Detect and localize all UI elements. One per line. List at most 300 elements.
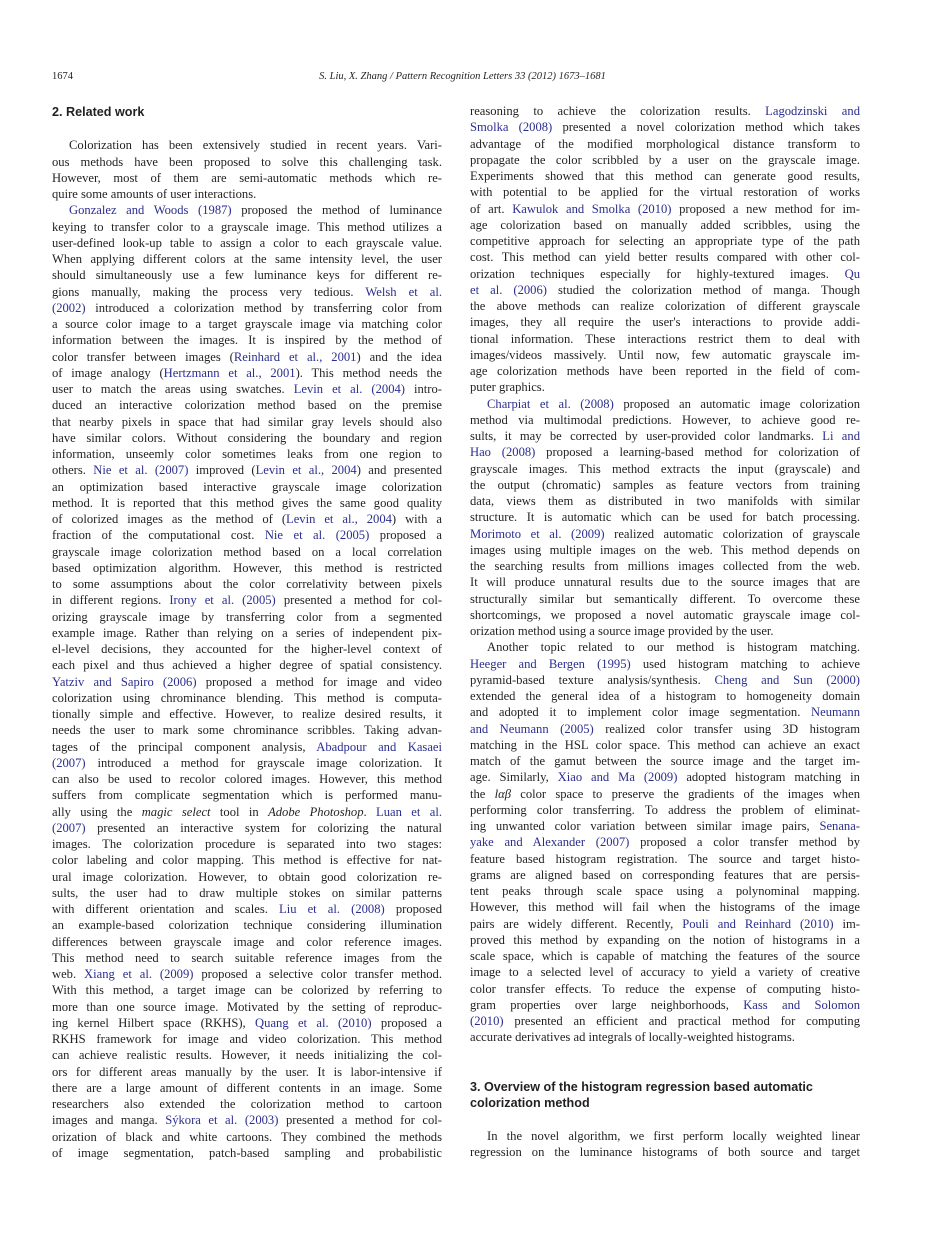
text-run: Another topic related to our method is histogram matching.: [487, 640, 860, 655]
text-run: proposed a selective color transfer method.: [193, 967, 443, 981]
text-run: ural image colorization. However, to obtain good colorization re-: [52, 869, 442, 884]
paragraph: [470, 396, 860, 640]
text-line: [52, 852, 442, 868]
text-run: color transfer between images (: [52, 349, 234, 364]
text-line: [470, 867, 860, 883]
text-run: each pixel and thus achieved a higher degree of spatial consistency.: [52, 658, 442, 673]
text-line: [470, 477, 860, 493]
text-run: proposed a: [371, 1015, 443, 1030]
text-line: [470, 363, 860, 379]
text-run: with different orientation and scales.: [52, 902, 279, 916]
left-column: [52, 104, 442, 1161]
text-run: introduced a method for grayscale image colorization. It: [85, 755, 442, 770]
text-line: [470, 412, 860, 428]
text-line: [52, 430, 442, 446]
text-run: introduced a colorization method by transferring color from: [85, 300, 442, 315]
text-run: proposed a learning-based method for colorization of: [535, 445, 860, 460]
text-run: color transfer effects. To reduce the expense of computing histo-: [470, 981, 860, 996]
text-line: [470, 119, 860, 135]
section-heading-overview: [470, 1079, 860, 1112]
text-run: grams are aligned based on corresponding features that are persis-: [470, 867, 860, 882]
text-line: [470, 428, 860, 444]
text-run: tages of the principal component analysis,: [52, 739, 317, 754]
text-line: [52, 869, 442, 885]
text-run: adopted histogram matching in: [677, 770, 860, 785]
text-run: to some assumptions about the color correlativity between pixels: [52, 577, 442, 591]
text-line: [52, 527, 442, 543]
page-number: 1674: [52, 71, 73, 82]
text-run: presented a method for col-: [275, 593, 443, 608]
text-run: method via multimodal predictions. However, to achieve good re-: [470, 412, 860, 427]
citation-link[interactable]: Charpiat et al. (2008): [487, 396, 614, 411]
citation-link[interactable]: Irony et al. (2005): [169, 593, 276, 608]
text-run: the: [470, 786, 495, 801]
text-line: [470, 656, 860, 672]
text-run: regression on the luminance histograms of both source and target: [470, 1145, 860, 1160]
text-run: In the novel algorithm, we first perform locally weighted linear: [487, 1129, 860, 1143]
text-run: ). This method needs the: [295, 365, 442, 380]
text-run: can also be used to recolor colored images. However, this method: [52, 772, 442, 786]
text-run: and adopted it to implement color image segmentation.: [470, 705, 812, 720]
paragraph: [52, 202, 442, 1161]
citation-link[interactable]: Levin et al., 2004: [286, 512, 392, 526]
text-run: pairs are widely different. Recently,: [470, 916, 683, 931]
text-line: [52, 657, 442, 673]
text-run: of image segmentation, patch-based sampling and probabilistic: [52, 1145, 442, 1160]
text-run: structure. It is automatic which can be used for batch processing.: [470, 510, 860, 525]
text-run: ) and presented: [356, 463, 443, 478]
text-line: [52, 1080, 442, 1096]
text-line: [470, 558, 860, 574]
text-run: proposed a: [369, 528, 442, 543]
text-run: puter graphics.: [470, 380, 545, 395]
left-column-body: [52, 137, 442, 1161]
text-run: Experiments showed that this method can generate good results,: [470, 169, 860, 183]
text-line: [52, 560, 442, 576]
citation-link[interactable]: Cheng and Sun (2000): [714, 672, 860, 687]
text-line: [470, 834, 860, 850]
text-line: [470, 1144, 860, 1160]
text-line: [52, 235, 442, 251]
text-line: [470, 1128, 860, 1144]
text-line: [52, 771, 442, 787]
text-run: data, views them as distributed in two manifolds with similar: [470, 494, 860, 508]
text-run: tional information. These interactions restrict them to deal with: [470, 331, 860, 346]
citation-link[interactable]: Liu et al. (2008): [279, 902, 385, 916]
text-line: [470, 493, 860, 509]
text-run: improved (: [188, 463, 256, 478]
citation-link[interactable]: Sýkora et al. (2003): [165, 1113, 279, 1128]
text-run: orization techniques especially for highly-textured images.: [470, 266, 845, 281]
text-line: [52, 836, 442, 852]
citation-link[interactable]: Xiang et al. (2009): [84, 967, 194, 981]
text-line: [52, 609, 442, 625]
text-run: realized color transfer using 3D histogram: [593, 721, 860, 736]
text-line: [470, 217, 860, 233]
text-run: researchers also extended the colorization method to cartoon: [52, 1097, 442, 1111]
text-line: [52, 934, 442, 950]
text-run: the above methods can realize colorization of different grayscale: [470, 299, 860, 313]
citation-link[interactable]: Nie et al. (2005): [264, 528, 370, 543]
text-line: [52, 365, 442, 381]
text-run: proposed the method of luminance: [231, 203, 442, 218]
text-line: [470, 932, 860, 948]
text-line: [52, 625, 442, 641]
italic-text: Adobe Photoshop: [268, 804, 364, 819]
citation-link[interactable]: Kawulok and Smolka (2010): [512, 201, 672, 216]
text-line: [470, 704, 860, 720]
text-run: shortcomings, we proposed a novel automatic grayscale image col-: [470, 607, 860, 622]
text-line: [470, 591, 860, 607]
text-line: [470, 233, 860, 249]
text-line: [52, 592, 442, 608]
text-line: [470, 461, 860, 477]
text-run: others.: [52, 463, 94, 478]
text-line: [52, 170, 442, 186]
text-run: ous methods have been proposed to solve this challenging task.: [52, 154, 442, 169]
text-line: [470, 916, 860, 932]
text-line: [52, 999, 442, 1015]
text-run: RKHS framework for image and video colorization. This method: [52, 1032, 442, 1046]
text-run: suffers from complicate segmentation which is performed manu-: [52, 788, 442, 803]
text-run: an example-based colorization technique considering illumination: [52, 918, 442, 933]
text-line: [52, 1112, 442, 1128]
text-line: [470, 1013, 860, 1029]
text-run: propagate the color scribbled by a user on the grayscale image.: [470, 152, 860, 167]
text-line: [52, 885, 442, 901]
text-run: images and manga.: [52, 1113, 166, 1128]
text-run: color space to preserve the gradients of the images when: [511, 786, 860, 801]
text-line: [470, 314, 860, 330]
text-line: [52, 966, 442, 982]
paragraph: [470, 1128, 860, 1161]
citation-link[interactable]: and Neumann (2005): [470, 721, 594, 736]
text-run: information, unseemly color sometimes leaks from one region to: [52, 447, 442, 461]
text-line: [52, 739, 442, 755]
text-line: [470, 948, 860, 964]
text-run: feature based histogram registration. The source and target histo-: [470, 851, 860, 866]
text-run: should simultaneously use a few luminance keys for different re-: [52, 268, 442, 283]
text-line: [470, 509, 860, 525]
citation-link[interactable]: Heeger and Bergen (1995): [470, 656, 631, 671]
text-run: matching in the HSL color space. This method can achieve an exact: [470, 737, 860, 752]
text-line: [52, 787, 442, 803]
text-line: [470, 899, 860, 915]
citation-link[interactable]: Yatziv and Sapiro (2006): [52, 674, 197, 689]
text-line: [52, 722, 442, 738]
text-line: [52, 1015, 442, 1031]
text-line: [470, 298, 860, 314]
text-run: competitive approach for selecting an appropriate type of the path: [470, 234, 860, 248]
citation-link[interactable]: (2002): [52, 300, 86, 315]
text-run: cost. This method can yield better results compared with other col-: [470, 250, 860, 265]
text-run: more than one source image. Motivated by the setting of reproduc-: [52, 999, 442, 1014]
text-run: images using multiple images on the web. This method depends on: [470, 542, 860, 557]
text-line: [470, 282, 860, 298]
text-run: tent peaks through scale space using a polynominal mapping.: [470, 884, 860, 898]
text-line: [470, 802, 860, 818]
text-run: have similar colors. Without considering the boundary and region: [52, 430, 442, 445]
citation-link[interactable]: Reinhard et al., 2001: [233, 349, 357, 364]
text-run: However, this method will fail when the histograms of the image: [470, 900, 860, 915]
text-run: advantage of the modified morphological distance transform to: [470, 136, 860, 151]
text-line: [52, 332, 442, 348]
text-run: intro-: [405, 382, 442, 396]
citation-link[interactable]: Quang et al. (2010): [255, 1015, 372, 1030]
citation-link[interactable]: Gonzalez and Woods (1987): [69, 203, 232, 218]
text-run: based optimization algorithm. However, this method is restricted: [52, 560, 442, 575]
text-run: quire some amounts of user interactions.: [52, 187, 257, 201]
text-line: [470, 818, 860, 834]
text-line: [52, 495, 442, 511]
citation-link[interactable]: (2007): [52, 820, 86, 835]
text-run: extended the general idea of a histogram to homogeneity domain: [470, 689, 860, 703]
text-run: proposed a new method for im-: [671, 201, 860, 216]
text-line: [52, 1047, 442, 1063]
citation-link[interactable]: yake and Alexander (2007): [470, 835, 630, 850]
right-column-body: [470, 103, 860, 1046]
citation-link[interactable]: et al. (2006): [470, 282, 547, 297]
text-line: [470, 379, 860, 395]
citation-link[interactable]: Hertzmann et al., 2001: [163, 365, 296, 380]
text-run: reasoning to achieve the colorization results.: [470, 104, 766, 118]
text-run: proposed a color transfer method by: [629, 835, 860, 850]
citation-link[interactable]: Abadpour and Kasaei: [316, 739, 442, 754]
text-run: This method need to search suitable reference images from the: [52, 950, 442, 965]
text-line: [52, 381, 442, 397]
text-run: Colorization has been extensively studied in recent years. Vari-: [69, 138, 442, 153]
text-run: proposed an automatic image colorization: [613, 396, 860, 411]
text-line: [52, 1145, 442, 1161]
text-line: [52, 1064, 442, 1080]
citation-link[interactable]: Pouli and Reinhard (2010): [682, 916, 834, 931]
text-line: [52, 462, 442, 478]
text-run: sults, the user had to draw multiple stokes on similar patterns: [52, 885, 442, 900]
text-line: [470, 851, 860, 867]
text-run: can achieve realistic results. However, it needs initializing the col-: [52, 1048, 442, 1063]
text-line: [52, 284, 442, 300]
text-run: ing kernel Hilbert space (RKHS),: [52, 1015, 256, 1030]
text-run: studied the colorization method of manga. Though: [546, 282, 861, 297]
text-run: user to match the areas using swatches.: [52, 382, 294, 396]
paragraph: [470, 639, 860, 1045]
text-run: sults, it may be corrected by user-provided color landmarks.: [470, 429, 823, 443]
text-run: presented a novel colorization method which takes: [552, 120, 860, 135]
text-run: web.: [52, 967, 85, 981]
text-line: [470, 623, 860, 639]
section-heading-line: colorization method: [470, 1095, 590, 1110]
text-line: [52, 511, 442, 527]
text-line: [470, 201, 860, 217]
text-run: el-level decisions, they accounted for the higher-level context of: [52, 642, 442, 656]
citation-link[interactable]: Morimoto et al. (2009): [470, 526, 605, 541]
citation-link[interactable]: Li and: [822, 429, 860, 443]
text-run: When applying different colors at the same intensity level, the user: [52, 252, 442, 266]
text-line: [52, 820, 442, 836]
text-line: [470, 1029, 860, 1045]
text-run: of colorized images as the method of (: [52, 512, 287, 526]
text-run: information between the images. It is inspired by the method of: [52, 333, 442, 348]
text-run: of art.: [470, 201, 513, 216]
text-line: [52, 706, 442, 722]
text-line: [52, 641, 442, 657]
text-line: [470, 266, 860, 282]
text-run: accurate derivatives ad integrals of locally-weighted histograms.: [470, 1030, 795, 1045]
citation-link[interactable]: Hao (2008): [470, 445, 536, 460]
text-run: the output (chromatic) samples as feature vectors from training: [470, 477, 860, 492]
text-line: [52, 950, 442, 966]
text-line: [470, 883, 860, 899]
text-run: age colorization based on manually added scribbles, using the: [470, 217, 860, 232]
citation-link[interactable]: Levin et al., 2004: [255, 463, 357, 478]
text-run: in different regions.: [52, 593, 170, 608]
text-line: [52, 397, 442, 413]
text-run: ) with a: [391, 512, 442, 526]
text-line: [52, 982, 442, 998]
text-run: grayscale images. This method extracts the input (grayscale) and: [470, 461, 860, 476]
right-column: [470, 103, 860, 1161]
citation-link[interactable]: (2010): [470, 1014, 504, 1028]
text-run: method. It is reported that this method gives the same good quality: [52, 495, 442, 510]
text-line: [52, 755, 442, 771]
text-line: [52, 804, 442, 820]
text-line: [52, 544, 442, 560]
citation-link[interactable]: Luan et al.: [376, 804, 442, 819]
italic-text: magic select: [141, 804, 211, 819]
citation-link[interactable]: Lagodzinski and: [765, 104, 860, 118]
text-line: [52, 1096, 442, 1112]
text-run: an optimization based interactive grayscale image colorization: [52, 479, 442, 494]
text-run: gions manually, making the process very tedious.: [52, 284, 366, 299]
text-run: needs the user to mark some chrominance scribbles. Taking advan-: [52, 723, 442, 738]
text-line: [470, 607, 860, 623]
text-run: presented an interactive system for colorizing the natural: [85, 820, 442, 835]
text-line: [52, 316, 442, 332]
text-run: there are a large amount of different contents in an image. Some: [52, 1080, 442, 1095]
text-run: colorization using chrominance blending. This method is computa-: [52, 690, 442, 705]
text-run: grayscale image colorization method based on a local correlation: [52, 544, 442, 559]
text-run: gram properties over large neighborhoods,: [470, 997, 744, 1012]
citation-link[interactable]: Senana-: [819, 819, 860, 833]
text-line: [470, 737, 860, 753]
text-line: [52, 267, 442, 283]
text-run: color labeling and color mapping. This method is effective for nat-: [52, 853, 442, 868]
italic-text: lαβ: [494, 786, 512, 801]
text-run: proposed: [384, 902, 442, 916]
text-line: [52, 1129, 442, 1145]
text-line: [470, 152, 860, 168]
citation-link[interactable]: Qu: [844, 266, 860, 281]
text-run: of image analogy (: [52, 365, 164, 380]
text-run: example image. Rather than relying on a series of independent pix-: [52, 625, 442, 640]
text-line: [470, 786, 860, 802]
text-line: [470, 688, 860, 704]
text-line: [52, 349, 442, 365]
citation-link[interactable]: Kass and Solomon: [743, 997, 860, 1012]
text-line: [470, 396, 860, 412]
citation-link[interactable]: Neumann: [811, 705, 860, 720]
text-run: images. The colorization procedure is separated into two stages:: [52, 837, 442, 851]
text-line: [470, 184, 860, 200]
text-line: [470, 769, 860, 785]
text-run: age. Similarly,: [470, 770, 558, 785]
citation-link[interactable]: Welsh et al.: [365, 284, 442, 299]
text-line: [52, 154, 442, 170]
text-run: ) and the idea: [356, 349, 442, 364]
citation-link[interactable]: Smolka (2008): [470, 120, 553, 135]
text-line: [470, 444, 860, 460]
text-line: [52, 251, 442, 267]
text-run: keying to transfer color to a grayscale image. This method utilizes a: [52, 219, 442, 234]
text-line: [470, 168, 860, 184]
text-run: used histogram matching to achieve: [630, 656, 860, 671]
text-run: .: [363, 804, 377, 819]
text-line: [470, 574, 860, 590]
text-run: realized automatic colorization of grayscale: [604, 526, 860, 541]
text-run: It will produce unnatural results due to the source images that are: [470, 575, 860, 590]
text-run: structurally similar but semantically different. To overcome these: [470, 591, 860, 606]
text-run: orization of black and white cartoons. They combined the methods: [52, 1129, 442, 1144]
paragraph: [470, 103, 860, 396]
text-line: [52, 674, 442, 690]
text-line: [470, 721, 860, 737]
text-run: the searching results from millions images collected from the web.: [470, 559, 860, 573]
text-run: that nearby pixels in space that had similar gray levels should also: [52, 414, 442, 429]
text-line: [470, 639, 860, 655]
text-run: fraction of the computational cost.: [52, 528, 265, 543]
text-line: [52, 186, 442, 202]
text-line: [470, 347, 860, 363]
citation-link[interactable]: (2007): [52, 755, 86, 770]
section3-body: [470, 1128, 860, 1161]
text-run: image to a selected level of accuracy to yield a variety of creative: [470, 965, 860, 980]
text-run: scale space, which is capable of matching the features of the source: [470, 949, 860, 963]
text-run: tionally simple and effective. However, to realize desired results, it: [52, 707, 442, 721]
text-run: tool in: [210, 804, 269, 819]
text-line: [52, 202, 442, 218]
section-heading-related-work: 2. Related work: [52, 105, 145, 119]
text-line: [52, 414, 442, 430]
paragraph: [52, 137, 442, 202]
text-line: [52, 219, 442, 235]
text-run: duced an interactive colorization method based on the premise: [52, 398, 442, 413]
text-line: [470, 249, 860, 265]
text-line: [470, 136, 860, 152]
text-line: [470, 526, 860, 542]
text-run: ing unwanted color variation between similar image pairs,: [470, 819, 820, 833]
running-head: S. Liu, X. Zhang / Pattern Recognition Letters 33 (2012) 1673–1681: [319, 71, 606, 82]
text-line: [470, 964, 860, 980]
citation-link[interactable]: Xiao and Ma (2009): [557, 770, 678, 785]
text-run: with potential to be applied for the virtual restoration of works: [470, 185, 860, 200]
text-line: [470, 981, 860, 997]
text-run: pyramid-based texture analysis/synthesis.: [470, 672, 715, 687]
text-run: differences between grayscale image and color reference images.: [52, 934, 442, 949]
text-line: [470, 542, 860, 558]
citation-link[interactable]: Nie et al. (2007): [93, 463, 189, 478]
text-run: presented a method for col-: [278, 1113, 442, 1128]
text-run: However, most of them are semi-automatic methods which re-: [52, 170, 442, 185]
text-run: orizing grayscale image by transferring color from a segmented: [52, 609, 442, 624]
text-line: [52, 137, 442, 153]
text-line: [470, 753, 860, 769]
text-line: [52, 446, 442, 462]
section-heading-line: 3. Overview of the histogram regression based automatic: [470, 1079, 813, 1094]
citation-link[interactable]: Levin et al. (2004): [293, 382, 405, 396]
text-run: performing color transferring. To address the problem of eliminat-: [470, 802, 860, 817]
text-run: im-: [833, 916, 860, 931]
text-line: [52, 690, 442, 706]
